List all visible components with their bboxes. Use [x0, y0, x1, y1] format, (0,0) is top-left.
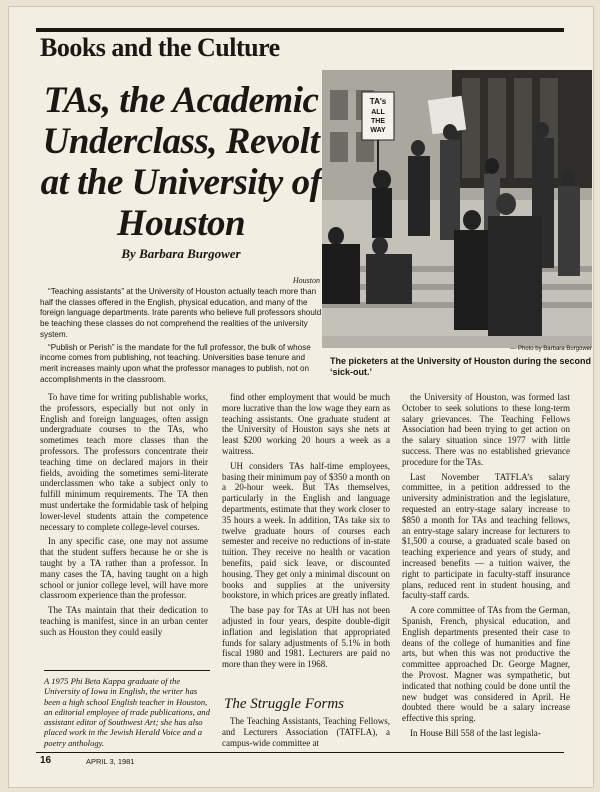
author-bio: A 1975 Phi Beta Kappa graduate of the University of Iowa in English, the writer has been a high school English teacher in Houston, an editorial employee of trade publications, and assistant editor of Southwest Art; she has also placed work in the Jewish Herald Voice and a poetry anthology. — [44, 676, 210, 748]
byline: By Barbara Burgower — [121, 246, 241, 261]
footer-rule — [36, 752, 564, 753]
body-paragraph: The TAs maintain that their dedication to teaching is manifest, since in an urban center such as Houston they could easily — [40, 605, 208, 637]
body-paragraph: The Teaching Assistants, Teaching Fellows, and Lecturers Association (TATFLA), a campus-wide committee at — [222, 716, 390, 748]
body-column-2-continued — [222, 716, 390, 748]
svg-text:THE: THE — [371, 118, 385, 125]
bio-divider — [44, 670, 210, 671]
body-paragraph: UH considers TAs half-time employees, basing their minimum pay of $350 a month on a 20-hour week. But TAs themselves, particularly in the English and language departments, estimate that they work closer to 35 hours a week. In addition, TAs take six to twelve graduate hours of courses each semester and receive no reductions of in-state tuition. They receive no health or vacation benefits, paid sick leave, or discounted housing. They get only a minimal discount on books and supplies at the university bookstore, in which prices are greatly inflated. — [222, 460, 390, 601]
section-title: Books and the Culture — [40, 33, 280, 62]
body-paragraph: the University of Houston, was formed last October to seek solutions to these long-term salary grievances. The Teaching Fellows Association had been trying to get action on the salary situation since 1977 with little success. There was no established grievance procedure for the TAs. — [402, 392, 570, 467]
intro-paragraph: “Teaching assistants” at the University of Houston actually teach more than half the classes offered in the English, physical education, and many of the foreign language departments. Irate parents who believe full professors should be teaching these classes do not comprehend the realities of the university system. — [40, 287, 322, 339]
body-paragraph: To have time for writing publishable works, the professors, especially but not only in English and foreign languages, often assign undergraduate courses to the TAs, who sometimes teach more classes than the professors. The professors concentrate their teaching time on declared majors in their fields, avoiding the sometimes semi-literate underclassmen who take a subject only to fulfill minimum requirements. The TA then must undertake the formidable task of helping lower-level students attain the competence necessary to complete college-level courses. — [40, 392, 208, 532]
svg-text:TA's: TA's — [369, 97, 387, 106]
svg-text:WAY: WAY — [370, 127, 386, 134]
intro-text — [40, 287, 322, 387]
body-column-1 — [40, 392, 208, 642]
body-paragraph: A core committee of TAs from the German, Spanish, French, physical education, and English departments presented their case to deans of the college of humanities and fine arts, but when this was not productive the committee approached Dr. George Magner, the Provost. Magner was sympathetic, but indicated that nothing could be done until the new budget was considered in April. He doubted there would be a salary increase effective this spring. — [402, 605, 570, 724]
dateline: Houston — [292, 276, 320, 285]
photo-credit: — Photo by Barbara Burgower — [510, 346, 592, 352]
body-paragraph: Last November TATFLA’s salary committee, in a petition addressed to the university administration and the legislature, requested an entry-stage salary increase to $850 a month for TAs and teaching fellows, an entry-stage salary increase for lecturers to $1,500 a course, a graduated scale based on teaching experience and years of study, and increased benefits — a tuition waiver, the right to participate in faculty-staff insurance plans, reduced rent in student housing, and faculty-staff cards. — [402, 471, 570, 601]
body-paragraph: The base pay for TAs at UH has not been adjusted in four years, despite double-digit inflation and legislation that appropriated funds for salary adjustments of 5.1% in both fiscal 1980 and 1981. Lecturers are paid no more than they were in 1968. — [222, 605, 390, 670]
protest-photo-image — [322, 70, 592, 348]
section-rule — [36, 28, 564, 32]
body-column-2 — [222, 392, 390, 674]
body-paragraph: find other employment that would be much more lucrative than the low wage they earn as teaching assistants. One graduate student at the University of Houston says she nets at least $200 working 20 hours a week as a waitress. — [222, 392, 390, 456]
body-paragraph: In House Bill 558 of the last legisla- — [410, 727, 541, 738]
svg-text:ALL: ALL — [371, 109, 385, 116]
body-paragraph: In any specific case, one may not assume that the student suffers because he or she is taught by a TA rather than a professor. In many cases the TA, having taught on a high school or junior college level, will have more classroom experience than the professor. — [40, 536, 208, 601]
body-column-3 — [402, 392, 570, 743]
article-headline: TAs, the Academic Underclass, Revolt at the University of Houston — [40, 80, 322, 244]
subheading: The Struggle Forms — [224, 696, 344, 712]
protest-photo — [322, 70, 592, 348]
intro-paragraph: “Publish or Perish” is the mandate for the full professor, the bulk of whose income comes from publishing, not teaching. Universities base tenure and merit increases mainly upon what the professor manages to publish, not on accomplishments in the classroom. — [40, 342, 311, 384]
issue-date: APRIL 3, 1981 — [86, 757, 135, 766]
page-number: 16 — [40, 755, 52, 766]
photo-caption: The picketers at the University of Houston during the second ‘sick-out.’ — [330, 356, 592, 377]
